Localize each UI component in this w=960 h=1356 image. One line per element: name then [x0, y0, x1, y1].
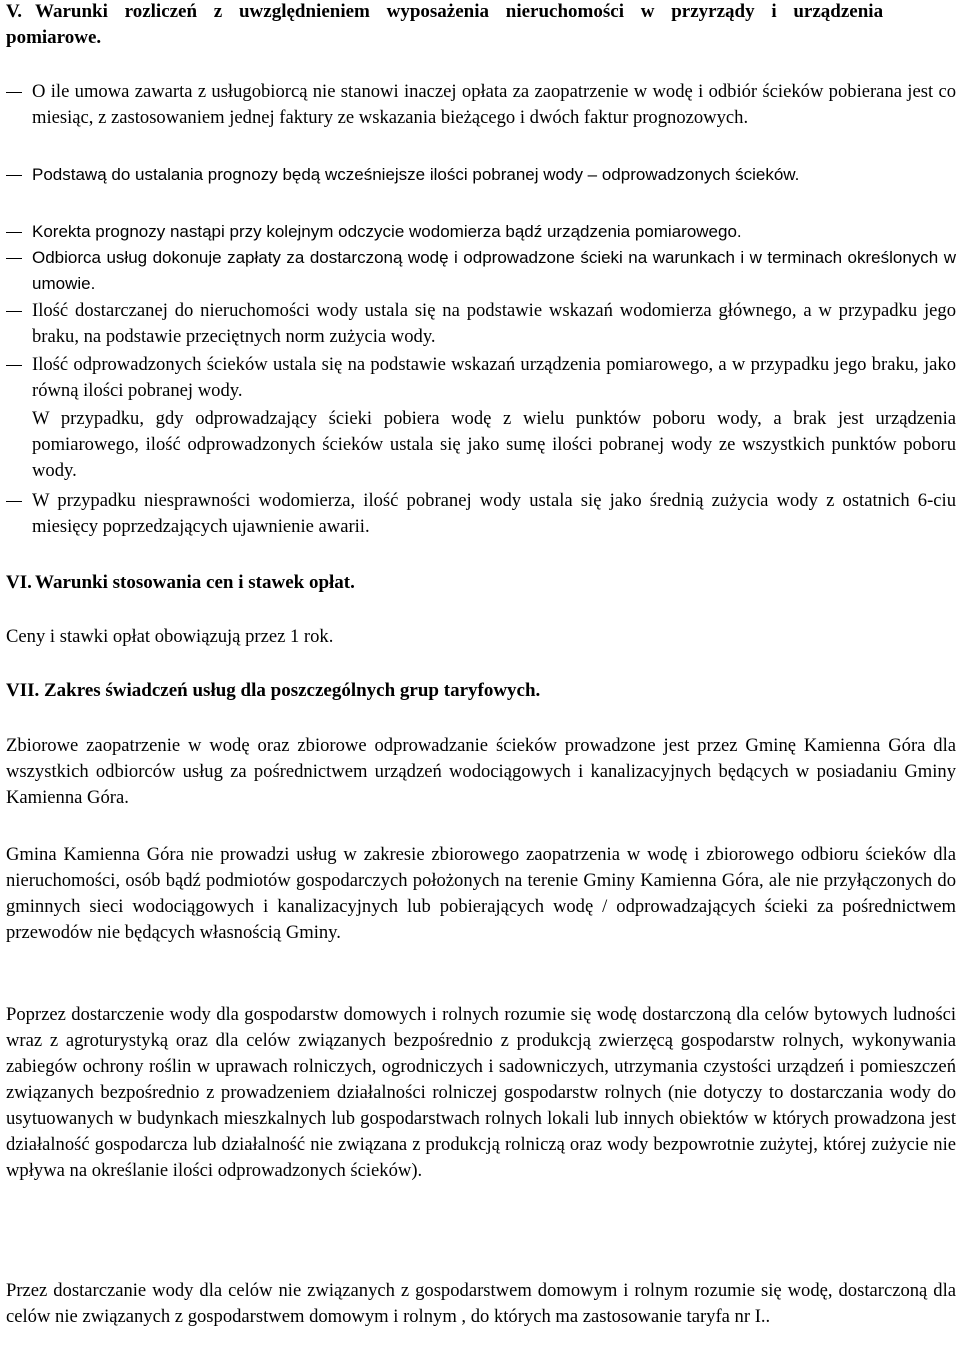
section-v-number: V. [6, 1, 23, 22]
bullet-text: Podstawą do ustalania prognozy będą wcześniejsze ilości pobranej wody – odprowadzonych ścieków. [32, 165, 800, 184]
section-vi-text: Ceny i stawki opłat obowiązują przez 1 rok. [6, 626, 334, 647]
bullet-item [0, 352, 956, 404]
section-vii-paragraph: Przez dostarczanie wody dla celów nie związanych z gospodarstwem domowym i rolnym rozumie się wodę, dostarczoną dla celów nie związanych z gospodarstwem domowym i rolnym , do których ma zastosowanie taryfa nr I.. [6, 1280, 956, 1327]
bullet-item [0, 219, 956, 245]
dash-icon [6, 311, 22, 312]
section-vi-heading [6, 570, 956, 596]
bullet-item [0, 488, 956, 540]
dash-icon [6, 232, 22, 233]
bullet-item [0, 162, 956, 188]
bullet-text: W przypadku niesprawności wodomierza, ilość pobranej wody ustala się jako średnią zużycia wody z ostatnich 6-ciu miesięcy poprzedzających ujawnienie awarii. [32, 490, 956, 537]
section-vii-heading [6, 678, 956, 704]
bullet-item [0, 406, 956, 484]
bullet-item [0, 79, 956, 131]
bullet-item [0, 298, 956, 350]
section-vii-paragraph: Poprzez dostarczenie wody dla gospodarstw domowych i rolnych rozumie się wodę dostarczoną dla celów bytowych ludności wraz z agroturystyką oraz dla celów związanych bezpośrednio z produkcją zwierzęcą gospodarstw rolnych, wykonywania zabiegów ochrony roślin w uprawach rolniczych, ogrodniczych i sadowniczych, utrzymania czystości urządzeń i pomieszczeń związanych bezpośrednio z prowadzeniem działalności rolniczej gospodarstw rolnych (nie dotyczy to dostarczania wody do usytuowanych w budynkach mieszkalnych lub gospodarstwach rolnych lokali lub innych obiektów w których prowadzona jest działalność gospodarcza lub działalność nie związana z produkcją rolniczą oraz wody bezpowrotnie zużytej, której zużycie nie wpływa na określanie ilości odprowadzonych ścieków). [6, 1004, 956, 1181]
bullet-text: W przypadku, gdy odprowadzający ścieki pobiera wodę z wielu punktów poboru wody, a brak jest urządzenia pomiarowego, ilość odprowadzonych ścieków ustala się jako sumę ilości pobranej wody ze wszystkich punktów poboru wody. [32, 408, 956, 481]
bullet-text: O ile umowa zawarta z usługobiorcą nie stanowi inaczej opłata za zaopatrzenie w wodę i odbiór ścieków pobierana jest co miesiąc, z zastosowaniem jednej faktury ze wskazania bieżącego i dwóch faktur prognozowych. [32, 81, 956, 128]
dash-icon [6, 92, 22, 93]
dash-icon [6, 365, 22, 366]
dash-icon [6, 501, 22, 502]
dash-icon [6, 175, 22, 176]
section-vi-number: VI. [6, 572, 32, 593]
bullet-item [0, 245, 956, 297]
section-v-heading [6, 0, 956, 51]
section-vii-number: VII. [6, 680, 40, 701]
bullet-text: Ilość dostarczanej do nieruchomości wody ustala się na podstawie wskazań wodomierza głównego, a w przypadku jego braku, na podstawie przeciętnych norm zużycia wody. [32, 300, 956, 347]
section-v-title: Warunki rozliczeń z uwzględnieniem wyposażenia nieruchomości w przyrządy i urządzenia pomiarowe. [6, 1, 884, 48]
bullet-text: Odbiorca usług dokonuje zapłaty za dostarczoną wodę i odprowadzone ścieki na warunkach i w terminach określonych w umowie. [32, 248, 956, 293]
bullet-text: Korekta prognozy nastąpi przy kolejnym odczycie wodomierza bądź urządzenia pomiarowego. [32, 222, 742, 241]
section-vii-title: Zakres świadczeń usług dla poszczególnych grup taryfowych. [44, 680, 541, 701]
dash-icon [6, 258, 22, 259]
section-vii-paragraph: Gmina Kamienna Góra nie prowadzi usług w zakresie zbiorowego zaopatrzenia w wodę i zbiorowego odbioru ścieków dla nieruchomości, osób bądź podmiotów gospodarczych położonych na terenie Gminy Kamienna Góra, ale nie przyłączonych do gminnych sieci wodociągowych i kanalizacyjnych lub pobierających wodę / odprowadzających ścieki za pośrednictwem przewodów nie będących własnością Gminy. [6, 844, 956, 943]
section-vi-title: Warunki stosowania cen i stawek opłat. [35, 572, 355, 593]
bullet-text: Ilość odprowadzonych ścieków ustala się na podstawie wskazań urządzenia pomiarowego, a w przypadku jego braku, jako równą ilości pobranej wody. [32, 354, 956, 401]
section-vii-paragraph: Zbiorowe zaopatrzenie w wodę oraz zbiorowe odprowadzanie ścieków prowadzone jest przez Gminę Kamienna Góra dla wszystkich odbiorców usług za pośrednictwem urządzeń wodociągowych i kanalizacyjnych będących w posiadaniu Gminy Kamienna Góra. [6, 735, 956, 808]
